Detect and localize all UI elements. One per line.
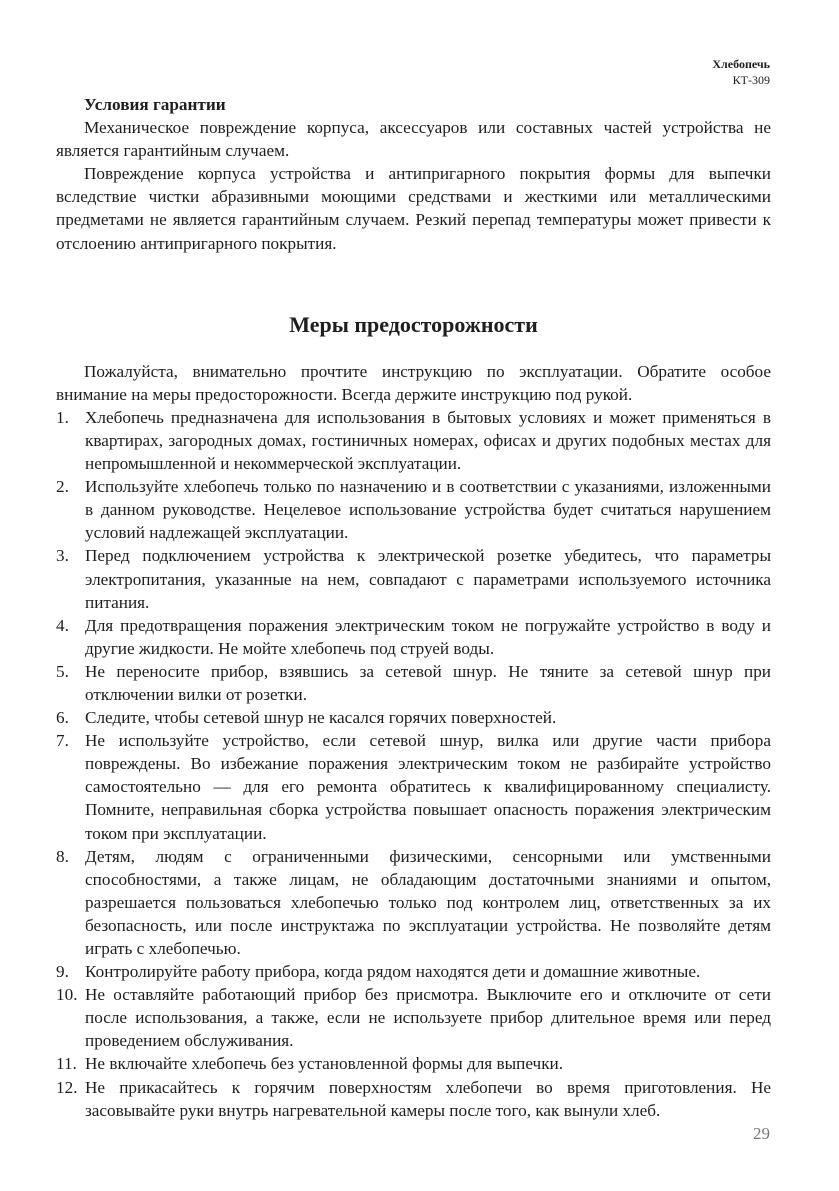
list-item (56, 660, 771, 706)
list-item (56, 544, 771, 613)
list-item-number: 1. (56, 407, 69, 427)
list-item-text: Не переносите прибор, взявшись за сетевой шнур. Не тяните за сетевой шнур при отключении вилки от розетки. (85, 661, 771, 704)
list-item-text: Контролируйте работу прибора, когда рядом находятся дети и домашние животные. (85, 962, 701, 982)
list-item-number: 6. (56, 708, 69, 728)
list-item-number: 11. (56, 1054, 77, 1074)
warranty-paragraph: Механическое повреждение корпуса, аксессуаров или составных частей устройства не является гарантийным случаем. (56, 118, 771, 161)
list-item (56, 406, 771, 475)
list-item (56, 1076, 771, 1122)
list-item-number: 3. (56, 546, 69, 566)
list-item (56, 845, 771, 960)
list-item-number: 9. (56, 962, 69, 982)
list-item-number: 12. (56, 1077, 78, 1097)
list-item-number: 7. (56, 731, 69, 751)
list-item-text: Используйте хлебопечь только по назначению и в соответствии с указаниями, изложенными в данном руководстве. Нецелевое использование устройства будет считаться нарушением условий надлежащей эксплуатации. (85, 477, 771, 543)
list-item-text: Не включайте хлебопечь без установленной формы для выпечки. (85, 1054, 564, 1074)
list-item-number: 8. (56, 846, 69, 866)
list-item-text: Хлебопечь предназначена для использования в бытовых условиях и может применяться в квартирах, загородных домах, гостиничных номерах, офисах и других подобных местах для непромышленной и некоммерческой эксплуатации. (85, 407, 771, 474)
list-item-number: 2. (56, 477, 69, 497)
list-item-text: Следите, чтобы сетевой шнур не касался горячих поверхностей. (85, 708, 557, 728)
list-item (56, 729, 771, 844)
page-number: 29 (753, 1124, 770, 1143)
list-item-number: 4. (56, 615, 69, 635)
list-item-text: Не оставляйте работающий прибор без присмотра. Выключите его и отключите от сети после использования, а также, если не используете прибор длительное время или перед проведением обслуживания. (85, 985, 771, 1051)
list-item (56, 960, 771, 983)
list-item (56, 614, 771, 660)
list-item-number: 5. (56, 661, 69, 681)
list-item-text: Не используйте устройство, если сетевой шнур, вилка или другие части прибора повреждены. Во избежание поражения электрическим током не разбирайте устройство самостоятельно — для его ремонта обратитесь к квалифицированному специалисту. Помните, неправильная сборка устройства повышает опасность поражения электрическим током при эксплуатации. (85, 731, 771, 843)
list-item-number: 10. (56, 985, 78, 1005)
precautions-list (56, 406, 771, 1122)
precautions-intro: Пожалуйста, внимательно прочтите инструкцию по эксплуатации. Обратите особое внимание на меры предосторожности. Всегда держите инструкцию под рукой. (56, 361, 771, 404)
header-product-name: Хлебопечь (712, 57, 770, 71)
warranty-paragraph: Повреждение корпуса устройства и антипригарного покрытия формы для выпечки вследствие чистки абразивными моющими средствами и жесткими или металлическими предметами не является гарантийным случаем. Резкий перепад температуры может привести к отслоению антипригарного покрытия. (56, 164, 771, 253)
list-item-text: Перед подключением устройства к электрической розетке убедитесь, что параметры электропитания, указанные на нем, совпадают с параметрами используемого источника питания. (85, 546, 771, 612)
precautions-title: Меры предосторожности (289, 311, 538, 337)
list-item-text: Не прикасайтесь к горячим поверхностям хлебопечи во время приготовления. Не засовывайте руки внутрь нагревательной камеры после того, как вынули хлеб. (85, 1077, 771, 1120)
running-header (712, 56, 770, 88)
list-item-text: Для предотвращения поражения электрическим током не погружайте устройство в воду и другие жидкости. Не мойте хлебопечь под струей воды. (85, 615, 771, 658)
page-body (56, 93, 771, 1122)
header-model: КТ-309 (732, 73, 770, 87)
warranty-section (56, 93, 771, 255)
list-item (56, 983, 771, 1052)
list-item (56, 1052, 771, 1075)
list-item (56, 475, 771, 544)
warranty-title: Условия гарантии (84, 95, 226, 114)
list-item (56, 706, 771, 729)
list-item-text: Детям, людям с ограниченными физическими, сенсорными или умственными способностями, а также лицам, не обладающим достаточными знаниями и опытом, разрешается пользоваться хлебопечью только под контролем лиц, ответственных за их безопасность, или после инструктажа по эксплуатации устройства. Не позволяйте детям играть с хлебопечью. (85, 846, 771, 958)
